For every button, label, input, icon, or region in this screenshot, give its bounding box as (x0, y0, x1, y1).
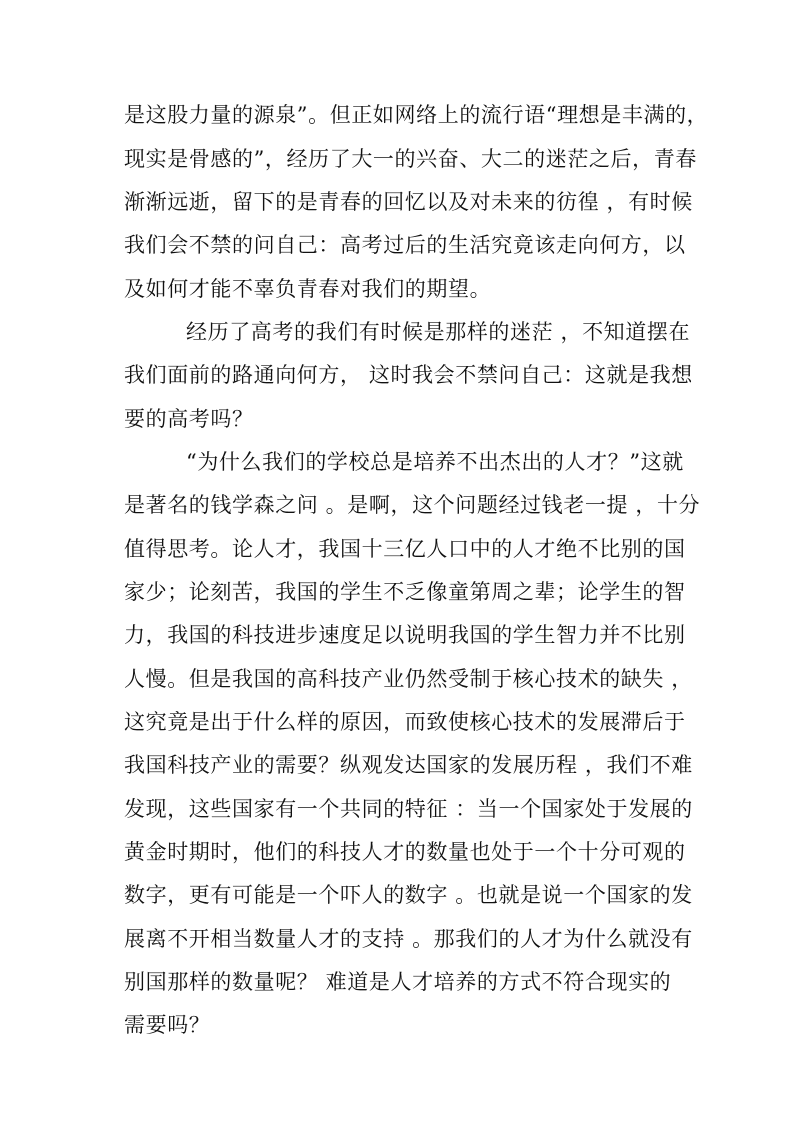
paragraph-3-line-10: 黄金时期时，他们的科技人才的数量也处于一个十分可观的 (124, 840, 686, 864)
paragraph-3-line-5: 力，我国的科技进步速度足以说明我国的学生智力并不比别 (124, 623, 686, 647)
paragraph-3-line-1: “为什么我们的学校总是培养不出杰出的人才？”这就 (186, 450, 684, 474)
paragraph-3-line-9: 发现，这些国家有一个共同的特征 ：当一个国家处于发展的 (124, 797, 693, 821)
paragraph-3-line-13: 别国那样的数量呢？ 难道是人才培养的方式不符合现实的 (124, 970, 672, 994)
paragraph-1-line-3: 渐渐远逝，留下的是青春的回忆以及对未来的彷徨 ，有时候 (124, 190, 693, 214)
paragraph-3-line-8: 我国科技产业的需要？纵观发达国家的发展历程 ，我们不难 (124, 753, 693, 777)
paragraph-3-line-14: 需要吗？ (124, 1013, 211, 1037)
paragraph-1-line-4: 我们会不禁的问自己：高考过后的生活究竟该走向何方，以 (124, 233, 686, 257)
paragraph-3-line-11: 数字，更有可能是一个吓人的数字 。也就是说一个国家的发 (124, 883, 693, 907)
paragraph-3-line-3: 值得思考。论人才，我国十三亿人口中的人才绝不比别的国 (124, 537, 686, 561)
paragraph-3-line-4: 家少；论刻苦，我国的学生不乏像童第周之辈；论学生的智 (124, 580, 686, 604)
paragraph-2-line-2: 我们面前的路通向何方， 这时我会不禁问自己：这就是我想 (124, 363, 693, 387)
paragraph-3-line-12: 展离不开相当数量人才的支持 。那我们的人才为什么就没有 (124, 927, 693, 951)
paragraph-1-line-5: 及如何才能不辜负青春对我们的期望。 (124, 277, 492, 301)
paragraph-3-line-2: 是著名的钱学森之问 。是啊，这个问题经过钱老一提 ，十分 (124, 493, 701, 517)
paragraph-3-line-6: 人慢。但是我国的高科技产业仍然受制于核心技术的缺失 ， (124, 667, 693, 691)
paragraph-3-line-7: 这究竟是出于什么样的原因，而致使核心技术的发展滞后于 (124, 710, 686, 734)
paragraph-2-line-1: 经历了高考的我们有时候是那样的迷茫 ，不知道摆在 (186, 320, 691, 344)
paragraph-1-line-2: 现实是骨感的”，经历了大一的兴奋、大二的迷茫之后，青春 (124, 147, 697, 171)
paragraph-2-line-3: 要的高考吗？ (124, 407, 254, 431)
paragraph-1-line-1: 是这股力量的源泉”。但正如网络上的流行语“理想是丰满的， (124, 103, 709, 127)
